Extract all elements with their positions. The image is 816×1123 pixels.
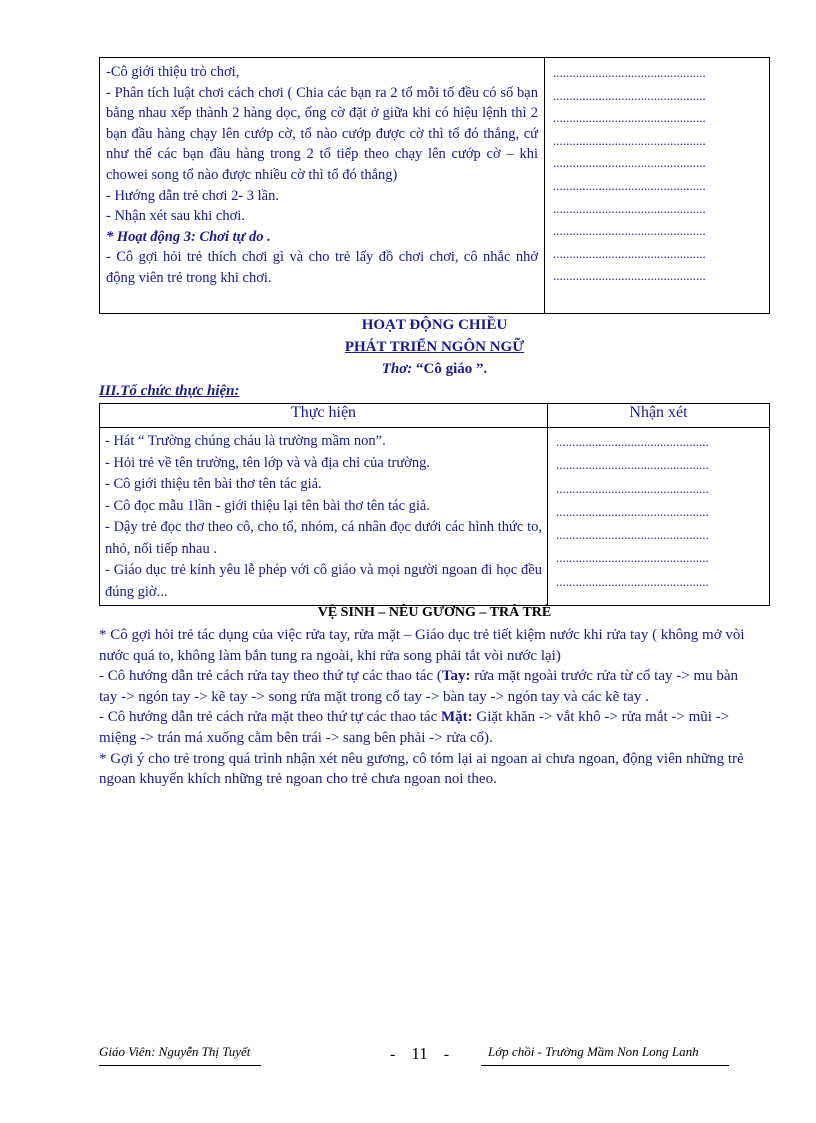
dotted-line: ............................................... <box>553 223 706 239</box>
remarks-cell <box>545 58 770 314</box>
page-dash: - <box>390 1046 396 1063</box>
hygiene-body <box>99 625 759 790</box>
dotted-line: ............................................... <box>556 480 709 496</box>
poem-label: Thơ: <box>381 361 413 377</box>
page-dash: - <box>443 1046 450 1063</box>
hygiene-paragraph <box>99 707 759 748</box>
hygiene-title: VỆ SINH – NÊU GƯƠNG – TRẢ TRẺ <box>317 605 552 620</box>
hygiene-paragraph: * Gợi ý cho trẻ trong quá trình nhận xét nêu gương, cô tóm lại ai ngoan ai chưa ngoan, động viên những trẻ ngoan khuyến khích những trẻ ngoan cho trẻ chưa ngoan noi theo. <box>99 750 744 788</box>
footer-rule-right <box>481 1065 729 1066</box>
dotted-line: ............................................... <box>553 132 706 148</box>
text-run: - Cô hướng dẫn trẻ cách rửa tay theo thứ tự các thao tác ( <box>99 668 442 685</box>
list-item: - Hỏi trẻ về tên trường, tên lớp và và địa chỉ của trường. <box>105 454 430 471</box>
activity-table <box>99 57 770 314</box>
text-line: - Phân tích luật chơi cách chơi ( Chia các bạn ra 2 tổ mỗi tổ đều có số bạn bằng nhau xếp thành 2 hàng dọc, ống cờ đặt ở giữa khi có hiệu lệnh thì 2 bạn đầu hàng chạy lên cướp cờ, tổ nào cướp được cờ thì tổ đó thắng, cứ như thế các bạn đầu hàng trong 2 tổ tiếp theo chạy lên cướp cờ – khi chowei song tổ nào được nhiều cờ thì tổ đó thắng) <box>106 84 538 183</box>
implementation-cell <box>100 428 548 606</box>
footer-rule-left <box>99 1065 261 1066</box>
dotted-line: ............................................... <box>556 434 709 449</box>
text-run: rửa mặt ngoài trước rửa từ cổ tay -> mu bàn tay -> ngón tay -> kẽ tay -> song rửa mặt trong cổ tay -> bàn tay -> ngón tay và các kẽ tay . <box>99 668 739 705</box>
dotted-line: ............................................... <box>556 573 709 589</box>
list-item: - Dậy trẻ đọc thơ theo cô, cho tổ, nhóm, cá nhân đọc dưới các hình thức to, nhỏ, nối tiếp nhau . <box>105 519 542 557</box>
dotted-line: ............................................... <box>553 65 706 80</box>
footer-teacher: Giáo Viên: Nguyễn Thị Tuyết <box>99 1044 251 1059</box>
page-number: 11 <box>411 1044 428 1063</box>
text-line: - Hướng dẫn trẻ chơi 2- 3 lần. <box>106 187 279 204</box>
poem-title-line <box>99 361 770 378</box>
dotted-line: ............................................... <box>556 550 709 566</box>
list-item: - Hát “ Trường chúng cháu là trường mầm non”. <box>105 433 386 449</box>
section-subheading: PHÁT TRIỂN NGÔN NGỮ <box>344 339 525 355</box>
dotted-line: ............................................... <box>553 268 706 284</box>
footer-school: Lớp chồi - Trường Mầm Non Long Lanh <box>488 1044 699 1059</box>
dotted-line: ............................................... <box>553 110 706 126</box>
text-run: Giặt khăn -> vắt khô -> rửa mắt -> mũi -> miệng -> trán má xuống cằm bên trái -> sang bên phải -> rửa cổ). <box>99 709 730 746</box>
hygiene-paragraph: * Cô gợi hỏi trẻ tác dụng của việc rửa tay, rửa mặt – Giáo dục trẻ tiết kiệm nước khi rửa tay ( không mở vòi nước quá to, không làm bắn tung ra ngoài, khi rửa song phải tắt vòi nước lại) <box>99 627 745 664</box>
dotted-line: ............................................... <box>553 200 706 216</box>
list-item: - Cô đọc mẫu 1lần - giới thiệu lại tên bài thơ tên tác giả. <box>105 497 430 514</box>
remarks-cell <box>548 428 770 606</box>
section-heading: HOẠT ĐỘNG CHIỀU <box>361 317 508 333</box>
organize-heading: III.Tổ chức thực hiện: <box>99 383 240 399</box>
poem-title: “Cô giáo ”. <box>412 361 488 377</box>
text-run-bold: Mặt: <box>441 709 473 726</box>
list-item: - Cô giới thiệu tên bài thơ tên tác giả. <box>105 476 322 492</box>
dotted-line: ............................................... <box>556 527 709 543</box>
dotted-line: ............................................... <box>556 503 709 519</box>
dotted-line: ............................................... <box>553 155 706 171</box>
implementation-table <box>99 403 770 606</box>
dotted-line: ............................................... <box>553 245 706 261</box>
dotted-line: ............................................... <box>553 177 706 193</box>
activity-3-title: * Hoạt động 3: Chơi tự do . <box>106 228 271 245</box>
text-run: - Cô hướng dẫn trẻ cách rửa mặt theo thứ tự các thao tác <box>99 709 441 726</box>
activity-cell <box>100 58 545 314</box>
text-run-bold: Tay: <box>441 668 471 685</box>
text-line: - Nhận xét sau khi chơi. <box>106 208 245 225</box>
column-header-remarks: Nhận xét <box>548 404 770 428</box>
text-line: -Cô giới thiệu trò chơi, <box>106 64 240 80</box>
hygiene-paragraph <box>99 666 759 707</box>
text-line: - Cô gợi hỏi trẻ thích chơi gì và cho trẻ lấy đồ chơi chơi, cô nhắc nhở động viên trẻ trong khi chơi. <box>106 249 538 286</box>
column-header-implementation: Thực hiện <box>100 404 548 428</box>
footer-page <box>390 1044 449 1064</box>
dotted-line: ............................................... <box>553 87 706 103</box>
dotted-line: ............................................... <box>556 457 709 473</box>
list-item: - Giáo dục trẻ kính yêu lễ phép với cô giáo và mọi người ngoan đi học đều đúng giờ... <box>105 562 542 600</box>
